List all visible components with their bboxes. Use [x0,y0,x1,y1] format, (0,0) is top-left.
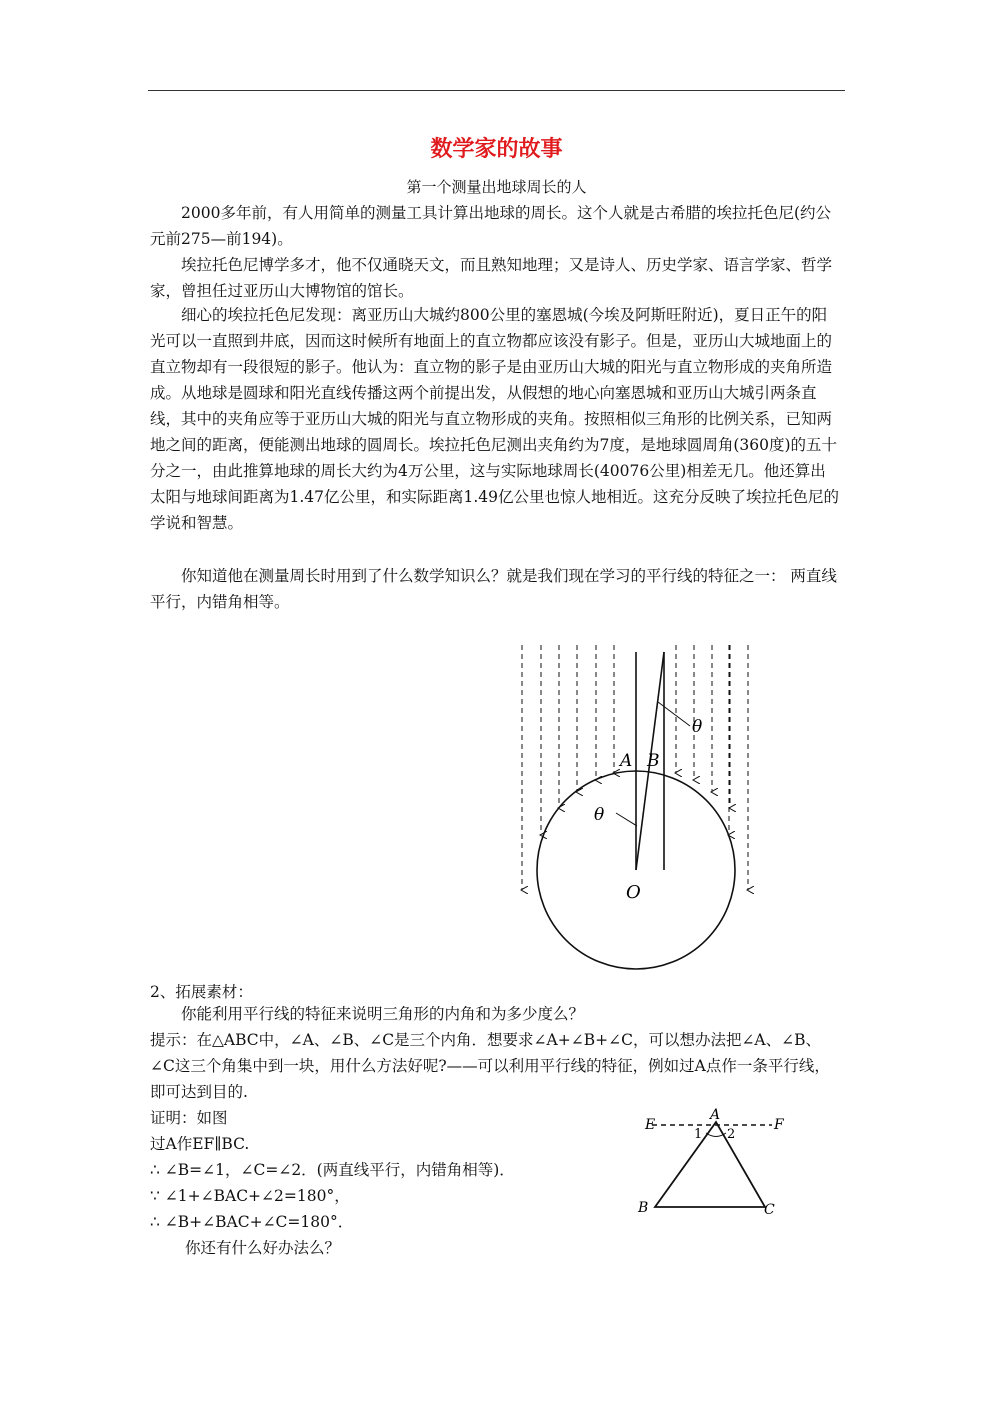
earth-diagram [500,630,780,980]
header-rule [148,90,845,91]
proof-line-1: 证明：如图 [150,1109,228,1127]
section2-question: 你能利用平行线的特征来说明三角形的内角和为多少度么？ [181,1005,585,1023]
subtitle: 第一个测量出地球周长的人 [406,178,587,196]
section2-heading: 2、拓展素材： [150,983,253,1001]
section2-hint: 提示：在△ABC中，∠A、∠B、∠C是三个内角．想要求∠A+∠B+∠C，可以想办法把∠A、∠B、∠C这三个角集中到一块，用什么方法好呢?——可以利用平行线的特征，例如过A点作一条平行线，即可达到目的. [150,1031,830,1101]
label-2: 2 [727,1127,736,1142]
proof-line-2: 过A作EF∥BC. [150,1135,250,1153]
paragraph-2: 埃拉托色尼博学多才，他不仅通晓天文，而且熟知地理；又是诗人、历史学家、语言学家、哲学家，曾担任过亚历山大博物馆的馆长。 [150,256,833,300]
proof-line-5: ∴ ∠B+∠BAC+∠C=180°． [150,1213,354,1231]
sun-rays [522,645,748,890]
paragraph-4: 你知道他在测量周长时用到了什么数学知识么？就是我们现在学习的平行线的特征之一： 两直线平行，内错角相等。 [150,567,837,611]
label-theta-top: θ [692,717,703,737]
paragraph-3: 细心的埃拉托色尼发现：离亚历山大城约800公里的塞恩城(今埃及阿斯旺附近)，夏日正午的阳光可以一直照到井底，因而这时候所有地面上的直立物都应该没有影子。但是，亚历山大城地面上的直立物却有一段很短的影子。他认为：直立物的影子是由亚历山大城的阳光与直立物形成的夹角所造成。从地球是圆球和阳光直线传播这两个前提出发，从假想的地心向塞恩城和亚历山大城引两条直线，其中的夹角应等于亚历山大城的阳光与直立物形成的夹角。按照相似三角形的比例关系，已知两地之间的距离，便能测出地球的圆周长。埃拉托色尼测出夹角约为7度，是地球圆周角(360度)的五十分之一，由此推算地球的周长大约为4万公里，这与实际地球周长(40076公里)相差无几。他还算出太阳与地球间距离为1.47亿公里，和实际距离1.49亿公里也惊人地相近。这充分反映了埃拉托色尼的学说和智慧。 [150,306,840,532]
label-a: A [710,1107,721,1123]
proof-line-3: ∴ ∠B=∠1，∠C=∠2．(两直线平行，内错角相等)． [150,1161,515,1179]
triangle-diagram [630,1100,800,1225]
label-e: E [645,1117,656,1133]
label-b: B [647,751,660,771]
label-1: 1 [694,1127,703,1142]
label-b: B [638,1200,649,1216]
closing-question: 你还有什么好办法么？ [185,1239,341,1257]
paragraph-1: 2000多年前，有人用简单的测量工具计算出地球的周长。这个人就是古希腊的埃拉托色尼(约公元前275—前194)。 [150,204,831,248]
label-o: O [626,882,641,903]
label-theta-center: θ [594,805,605,825]
label-a: A [620,751,633,771]
label-c: C [764,1202,775,1218]
proof-line-4: ∵ ∠1+∠BAC+∠2=180°， [150,1187,350,1205]
page-title: 数学家的故事 [430,136,563,162]
label-f: F [774,1117,784,1133]
